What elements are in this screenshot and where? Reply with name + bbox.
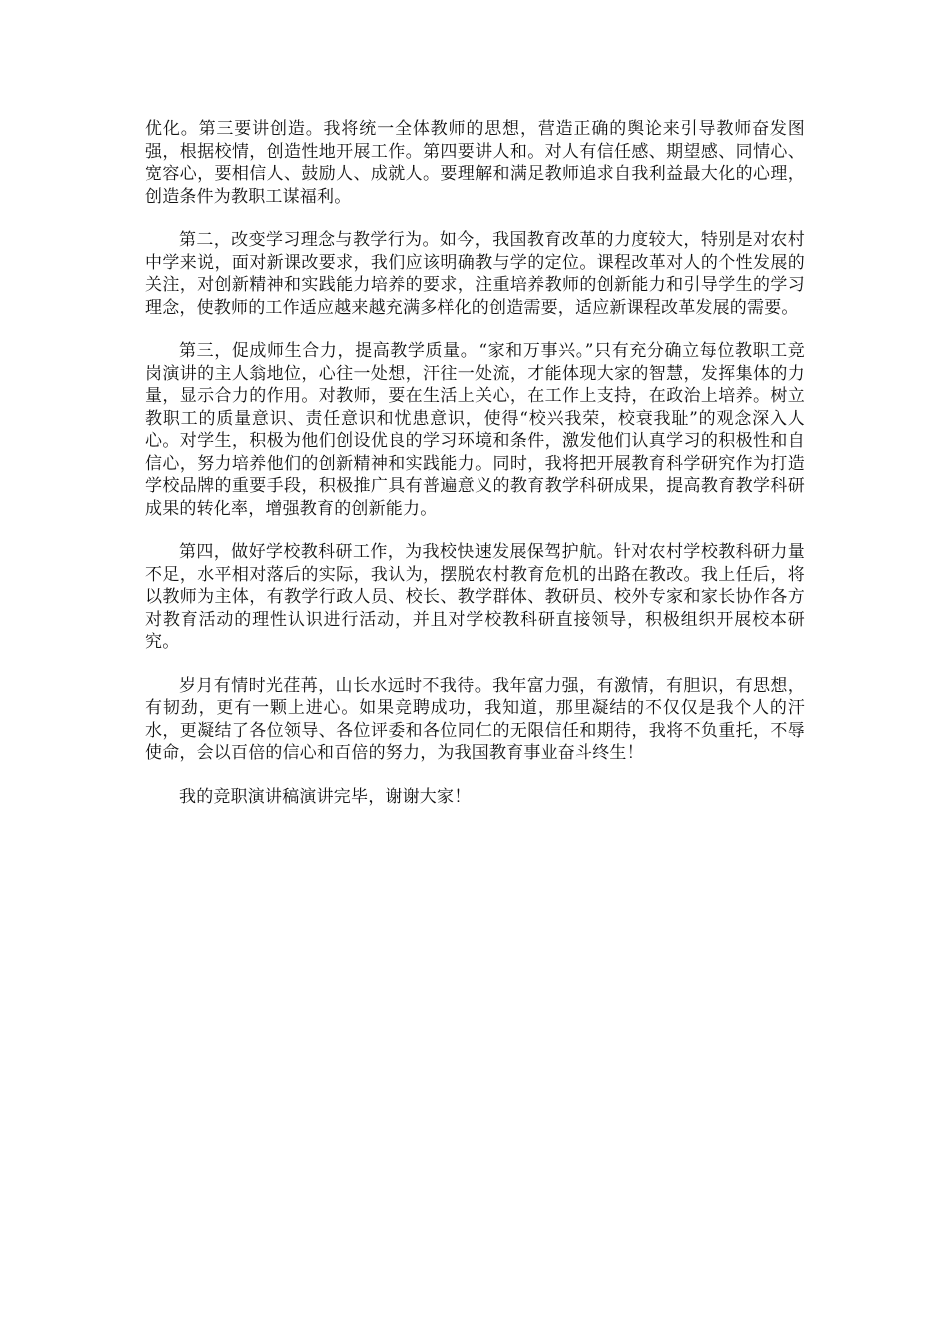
paragraph-2: 第二，改变学习理念与教学行为。如今，我国教育改革的力度较大，特别是对农村中学来说，面对新课改要求，我们应该明确教与学的定位。课程改革对人的个性发展的关注，对创新精神和实践能力培养的要求，注重培养教师的创新能力和引导学生的学习理念，使教师的工作适应越来越充满多样化的创造需要，适应新课程改革发展的需要。 <box>145 230 805 318</box>
paragraph-4: 第四，做好学校教科研工作，为我校快速发展保驾护航。针对农村学校教科研力量不足，水平相对落后的实际，我认为，摆脱农村教育危机的出路在教改。我上任后，将以教师为主体，有教学行政人员、校长、教学群体、教研员、校外专家和家长协作各方对教育活动的理性认识进行活动，并且对学校教科研直接领导，积极组织开展校本研究。 <box>145 542 805 652</box>
paragraph-6: 我的竞职演讲稿演讲完毕，谢谢大家！ <box>179 786 472 807</box>
paragraph-1: 优化。第三要讲创造。我将统一全体教师的思想，营造正确的舆论来引导教师奋发图强，根据校情，创造性地开展工作。第四要讲人和。对人有信任感、期望感、同情心、宽容心，要相信人、鼓励人、成就人。要理解和满足教师追求自我利益最大化的心理，创造条件为教职工谋福利。 <box>145 119 805 207</box>
paragraph-3: 第三，促成师生合力，提高教学质量。“家和万事兴。”只有充分确立每位教职工竞岗演讲的主人翁地位，心往一处想，汗往一处流，才能体现大家的智慧，发挥集体的力量，显示合力的作用。对教师，要在生活上关心，在工作上支持，在政治上培养。树立教职工的质量意识、责任意识和忧患意识，使得“校兴我荣，校衰我耻”的观念深入人心。对学生，积极为他们创设优良的学习环境和条件，激发他们认真学习的积极性和自信心，努力培养他们的创新精神和实践能力。同时，我将把开展教育科学研究作为打造学校品牌的重要手段，积极推广具有普遍意义的教育教学科研成果，提高教育教学科研成果的转化率，增强教育的创新能力。 <box>145 341 805 519</box>
paragraph-5: 岁月有情时光荏苒，山长水远时不我待。我年富力强，有激情，有胆识，有思想，有韧劲，更有一颗上进心。如果竞聘成功，我知道，那里凝结的不仅仅是我个人的汗水，更凝结了各位领导、各位评委和各位同仁的无限信任和期待，我将不负重托，不辱使命，会以百倍的信心和百倍的努力，为我国教育事业奋斗终生！ <box>145 675 805 763</box>
document-body <box>145 118 805 829</box>
